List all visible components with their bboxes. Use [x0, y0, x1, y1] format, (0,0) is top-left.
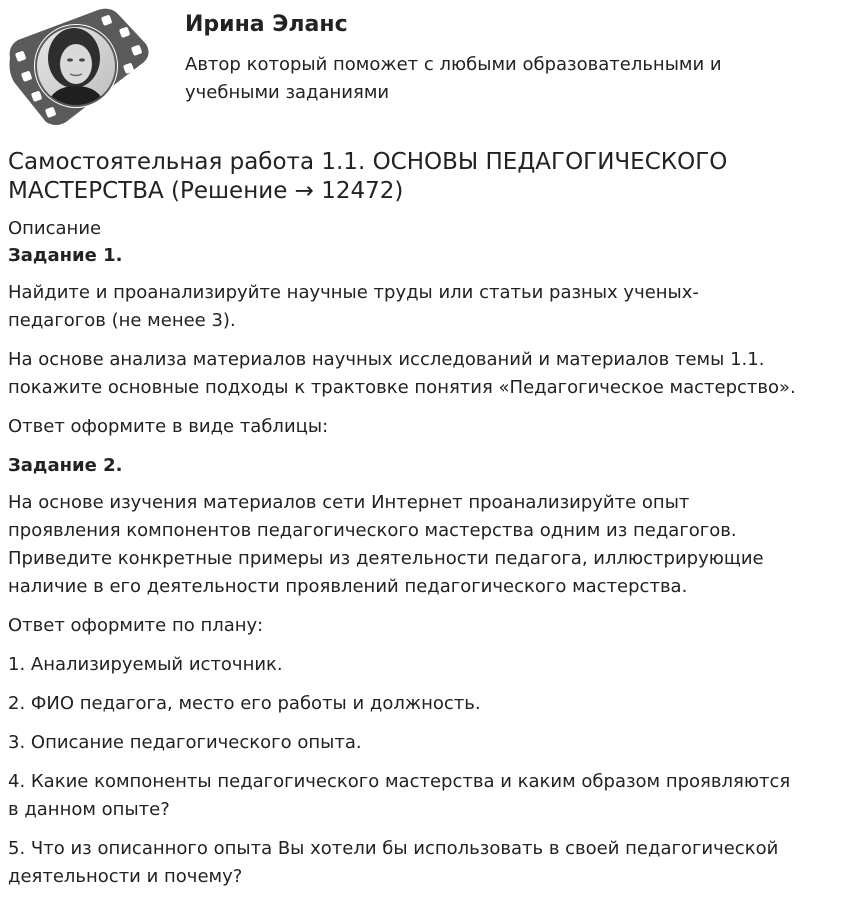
task1-heading: Задание 1.	[8, 245, 123, 266]
plan-item	[8, 768, 844, 824]
author-description	[185, 51, 785, 107]
author-name[interactable]: Ирина Эланс	[185, 12, 348, 37]
text-line: педагогов (не менее 3).	[8, 310, 236, 331]
document-title-line: Самостоятельная работа 1.1. ОСНОВЫ ПЕДАГОГИЧЕСКОГО	[8, 149, 728, 175]
text-line: проявления компонентов педагогического мастерства одним из педагогов.	[8, 520, 737, 541]
text-line: покажите основные подходы к трактовке понятия «Педагогическое мастерство».	[8, 377, 796, 398]
author-avatar[interactable]	[6, 6, 152, 128]
task2-heading: Задание 2.	[8, 455, 123, 476]
text-line: На основе изучения материалов сети Интернет проанализируйте опыт	[8, 492, 690, 513]
description-label: Описание	[8, 218, 102, 239]
film-reel-avatar-icon	[6, 6, 152, 128]
task1-paragraph: Ответ оформите в виде таблицы:	[8, 416, 329, 437]
text-line: Найдите и проанализируйте научные труды или статьи разных ученых-	[8, 282, 699, 303]
text-line: 5. Что из описанного опыта Вы хотели бы использовать в своей педагогической	[8, 838, 779, 859]
document-title-line: МАСТЕРСТВА (Решение → 12472)	[8, 178, 404, 204]
task2-paragraph	[8, 489, 844, 601]
text-line: На основе анализа материалов научных исследований и материалов темы 1.1.	[8, 349, 765, 370]
author-description-line: учебными заданиями	[185, 82, 390, 103]
task1-paragraph	[8, 346, 844, 402]
task2-paragraph: Ответ оформите по плану:	[8, 615, 264, 636]
text-line: в данном опыте?	[8, 799, 170, 820]
plan-item	[8, 835, 844, 891]
text-line: деятельности и почему?	[8, 866, 243, 887]
plan-item: 2. ФИО педагога, место его работы и должность.	[8, 693, 481, 714]
author-card	[0, 0, 847, 135]
author-description-line: Автор который поможет с любыми образовательными и	[185, 54, 722, 75]
plan-item: 1. Анализируемый источник.	[8, 654, 283, 675]
document-content	[8, 148, 844, 902]
plan-item: 3. Описание педагогического опыта.	[8, 732, 362, 753]
document-title	[8, 148, 844, 206]
text-line: Приведите конкретные примеры из деятельности педагога, иллюстрирующие	[8, 548, 764, 569]
text-line: 4. Какие компоненты педагогического мастерства и каким образом проявляются	[8, 771, 791, 792]
text-line: наличие в его деятельности проявлений педагогического мастерства.	[8, 576, 688, 597]
task1-paragraph	[8, 279, 844, 335]
